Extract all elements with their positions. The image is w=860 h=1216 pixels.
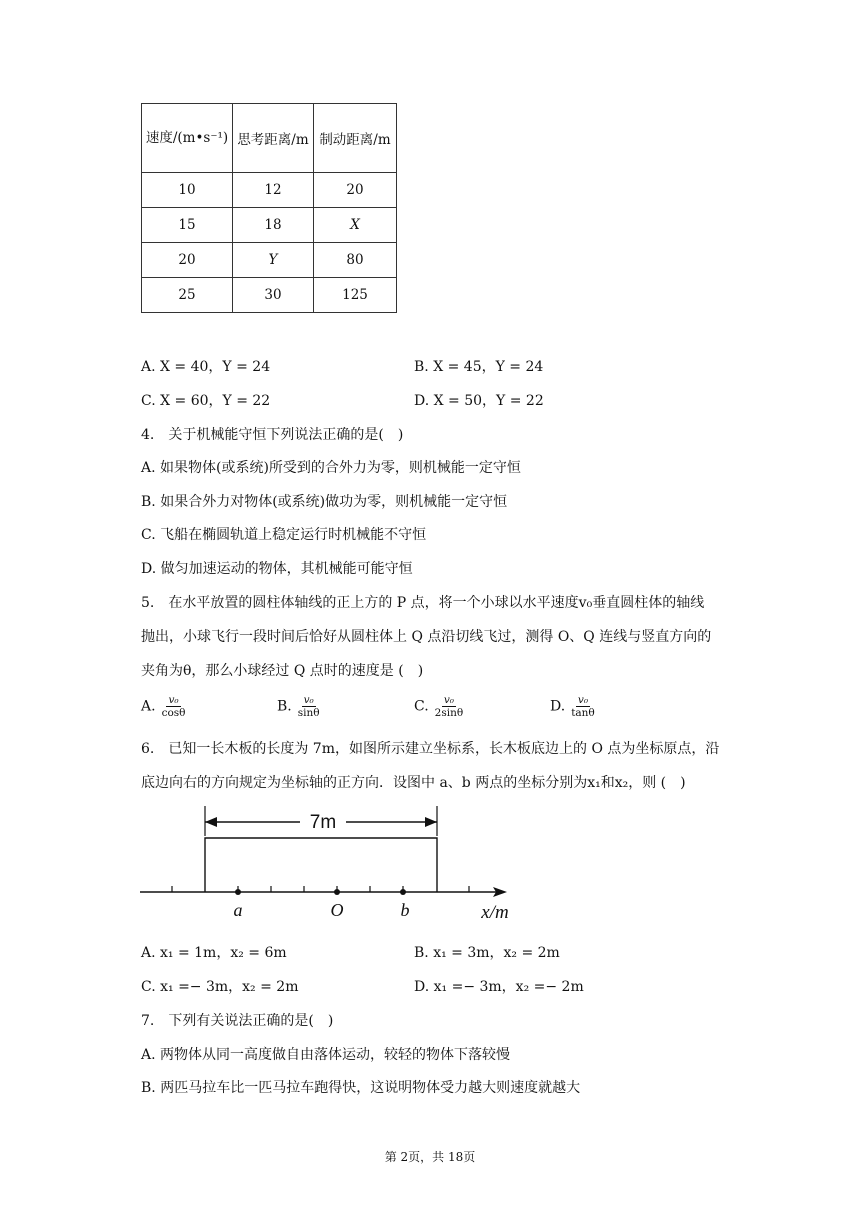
q6-line-2: 底边向右的方向规定为坐标轴的正方向．设图中 a、b 两点的坐标分别为x₁和x₂，则 ( ) xyxy=(141,775,686,791)
table-header-row xyxy=(142,104,397,173)
table-row xyxy=(142,278,397,313)
q6-option-d: D. x₁ =− 3m，x₂ =− 2m xyxy=(414,979,584,995)
board-coordinate-figure xyxy=(0,800,860,930)
fraction xyxy=(433,694,466,719)
q5-option-b xyxy=(277,694,322,719)
q4-option-a: A. 如果物体(或系统)所受到的合外力为零，则机械能一定守恒 xyxy=(141,460,521,476)
table-header-speed: 速度/(m•s⁻¹) xyxy=(142,104,233,173)
q5-option-c xyxy=(414,694,465,719)
q6-line-1: 6. 已知一长木板的长度为 7m，如图所示建立坐标系，长木板底边上的 O 点为坐标原点，沿 xyxy=(141,741,720,757)
length-label: 7m xyxy=(309,812,337,833)
q5-line-2: 抛出，小球飞行一段时间后恰好从圆柱体上 Q 点沿切线飞过，测得 O、Q 连线与竖直方向的 xyxy=(141,629,712,645)
table-cell: Y xyxy=(233,243,314,278)
q4-option-d: D. 做匀加速运动的物体，其机械能可能守恒 xyxy=(141,561,413,577)
label-b: b xyxy=(400,900,410,920)
left-arrowhead xyxy=(205,817,217,827)
table-cell: 30 xyxy=(233,278,314,313)
fraction xyxy=(569,694,597,719)
q3-option-c: C. X = 60，Y = 22 xyxy=(141,393,271,409)
q3-option-d: D. X = 50，Y = 22 xyxy=(414,393,544,409)
table-cell: 80 xyxy=(314,243,397,278)
q5-line-3: 夹角为θ，那么小球经过 Q 点时的速度是 ( ) xyxy=(141,663,424,679)
fraction-denominator: tanθ xyxy=(571,707,595,719)
point-a xyxy=(235,889,241,895)
option-label: C. xyxy=(414,698,429,715)
q4-option-c: C. 飞船在椭圆轨道上稳定运行时机械能不守恒 xyxy=(141,527,427,543)
fraction-numerator: v₀ xyxy=(303,694,314,706)
table-cell: 25 xyxy=(142,278,233,313)
table-cell: 125 xyxy=(314,278,397,313)
board-rectangle xyxy=(205,838,437,892)
table-row xyxy=(142,208,397,243)
table-cell: 18 xyxy=(233,208,314,243)
q7-option-a: A. 两物体从同一高度做自由落体运动，较轻的物体下落较慢 xyxy=(141,1047,511,1063)
fraction-denominator: 2sinθ xyxy=(434,707,464,719)
q6-option-a: A. x₁ = 1m，x₂ = 6m xyxy=(141,945,287,961)
fraction xyxy=(296,694,322,719)
q4-stem: 4. 关于机械能守恒下列说法正确的是( ) xyxy=(141,427,404,443)
speed-distance-table xyxy=(141,103,397,313)
option-label: D. xyxy=(550,698,566,715)
q6-option-b: B. x₁ = 3m，x₂ = 2m xyxy=(414,945,560,961)
point-b xyxy=(400,889,406,895)
point-o xyxy=(334,889,340,895)
table-cell: 20 xyxy=(142,243,233,278)
table-row xyxy=(142,173,397,208)
table-cell: X xyxy=(314,208,397,243)
q3-option-b: B. X = 45，Y = 24 xyxy=(414,359,544,375)
option-label: B. xyxy=(277,698,292,715)
axis-ticks xyxy=(172,886,469,892)
table-cell: 10 xyxy=(142,173,233,208)
q5-line-1: 5. 在水平放置的圆柱体轴线的正上方的 P 点，将一个小球以水平速度v₀垂直圆柱体的轴线 xyxy=(141,595,705,611)
q7-option-b: B. 两匹马拉车比一匹马拉车跑得快，这说明物体受力越大则速度就越大 xyxy=(141,1080,581,1096)
fraction-numerator: v₀ xyxy=(168,694,179,706)
fraction-denominator: cosθ xyxy=(161,707,186,719)
table-cell: 20 xyxy=(314,173,397,208)
fraction-numerator: v₀ xyxy=(443,694,454,706)
axis-label: x/m xyxy=(481,902,509,923)
q3-option-a: A. X = 40，Y = 24 xyxy=(141,359,271,375)
q4-option-b: B. 如果合外力对物体(或系统)做功为零，则机械能一定守恒 xyxy=(141,494,508,510)
fraction-numerator: v₀ xyxy=(577,694,589,706)
label-o: O xyxy=(330,900,344,920)
table-header-braking: 制动距离/m xyxy=(314,104,397,173)
right-arrowhead xyxy=(425,817,437,827)
table-header-thinking: 思考距离/m xyxy=(233,104,314,173)
q5-option-a xyxy=(141,694,187,719)
option-label: A. xyxy=(141,698,156,715)
q5-option-d xyxy=(550,694,597,719)
table-row xyxy=(142,243,397,278)
table-cell: 15 xyxy=(142,208,233,243)
label-a: a xyxy=(233,900,243,920)
page-footer: 第 2页，共 18页 xyxy=(384,1150,476,1164)
fraction-denominator: sinθ xyxy=(297,707,320,719)
q6-option-c: C. x₁ =− 3m，x₂ = 2m xyxy=(141,979,299,995)
fraction xyxy=(160,694,188,719)
q7-stem: 7. 下列有关说法正确的是( ) xyxy=(141,1013,334,1029)
table-cell: 12 xyxy=(233,173,314,208)
